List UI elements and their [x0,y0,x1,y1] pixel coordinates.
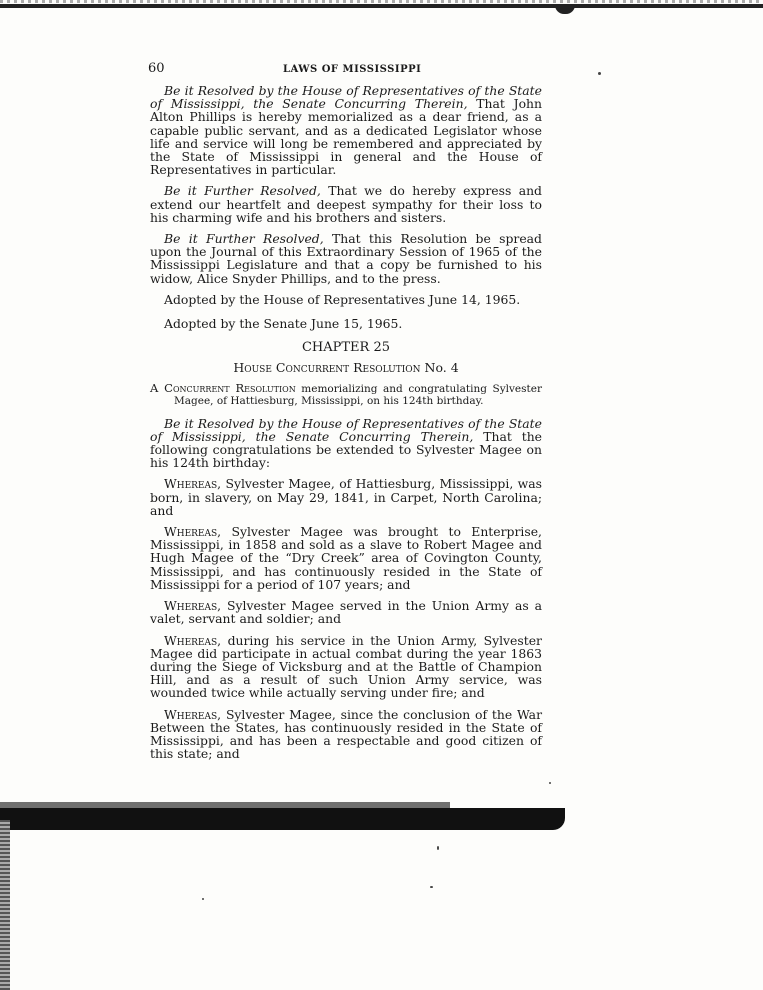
resolved-clause: Be it Resolved by the House of Representatives of the State of Mississippi, the Senate Concurring Therein, [150,83,542,112]
further-resolved-text: That this Resolution be spread upon the Journal of this Extraordinary Session of 1965 of the Mississippi Legislature and that a copy be furnished to his widow, Alice Snyder Phillips, and to the press. [150,231,542,286]
whereas-text: Sylvester Magee, of Hattiesburg, Mississippi, was born, in slavery, on May 29, 1841, in Carpet, North Carolina; and [150,476,542,518]
opening-clause: Be it Resolved by the House of Representatives of the State of Mississippi, the Senate Concurring Therein, [150,415,542,444]
resolution-no: No. 4 [420,360,459,376]
resolved-paragraph [150,84,542,176]
further-resolved-clause: Be it Further Resolved, [164,231,324,247]
whereas-word: Whereas, [164,632,222,648]
scan-speck [549,782,551,784]
whereas-word: Whereas, [164,476,222,492]
scan-ink-mark [555,5,575,14]
whereas-word: Whereas, [164,598,222,614]
caption-lead: A Concurrent Resolution [150,380,296,395]
whereas-word: Whereas, [164,524,222,540]
whereas-text: during his service in the Union Army, Sylvester Magee did participate in actual combat during the year 1863 during the Siege of Vicksburg and at the Battle of Champion Hill, and as a result of such Union Army service, was wounded twice while actually serving under fire; and [150,632,542,701]
scan-top-rule [0,4,763,8]
adopted-house: Adopted by the House of Representatives June 14, 1965. [164,291,521,307]
scan-speck [430,886,433,888]
further-resolved-paragraph-1 [150,184,542,224]
whereas-paragraph [150,525,542,591]
whereas-text: Sylvester Magee served in the Union Army as a valet, servant and soldier; and [150,598,542,627]
whereas-paragraph [150,634,542,700]
further-resolved-paragraph-2 [150,232,542,285]
resolution-caption [150,382,542,407]
whereas-paragraph [150,708,542,761]
page-body [150,84,542,768]
caption-text: memorializing and congratulating Sylvester Magee, of Hattiesburg, Mississippi, on his 124th birthday. [174,382,542,407]
opening-paragraph [150,417,542,470]
page-number: 60 [148,61,165,76]
further-resolved-text: That we do hereby express and extend our heartfelt and deepest sympathy for their loss to his charming wife and his brothers and sisters. [150,183,542,225]
adopted-senate: Adopted by the Senate June 15, 1965. [164,316,403,332]
scan-speck [598,72,601,75]
scan-left-edge [0,820,10,990]
chapter-heading: CHAPTER 25 [301,340,391,356]
whereas-paragraph [150,599,542,625]
further-resolved-clause: Be it Further Resolved, [164,183,321,199]
scan-speck [202,898,204,900]
scan-speck [437,846,439,850]
whereas-text: Sylvester Magee, since the conclusion of the War Between the States, has continuously resided in the State of Mississippi, and has been a respectable and good citizen of this state; and [150,706,542,762]
whereas-text: Sylvester Magee was brought to Enterprise, Mississippi, in 1858 and sold as a slave to Robert Magee and Hugh Magee of the “Dry Creek” area of Covington County, Mississippi, and has continuously resided in the State of Mississippi for a period of 107 years; and [150,524,542,592]
resolved-text: That John Alton Phillips is hereby memorialized as a dear friend, as a capable public servant, and as a dedicated Legislator whose life and service will long be remembered and appreciated by the State of Mississippi in general and the House of Representatives in particular. [150,96,542,178]
running-head: LAWS OF MISSISSIPPI [283,64,422,75]
resolution-number [150,361,542,374]
scan-top-edge [0,0,763,3]
scan-bottom-bar [0,808,565,830]
opening-text: That the following congratulations be extended to Sylvester Magee on his 124th birthday: [150,428,543,471]
resolution-label: House Concurrent Resolution [233,360,421,376]
whereas-paragraph [150,477,542,517]
whereas-word: Whereas, [164,706,222,722]
